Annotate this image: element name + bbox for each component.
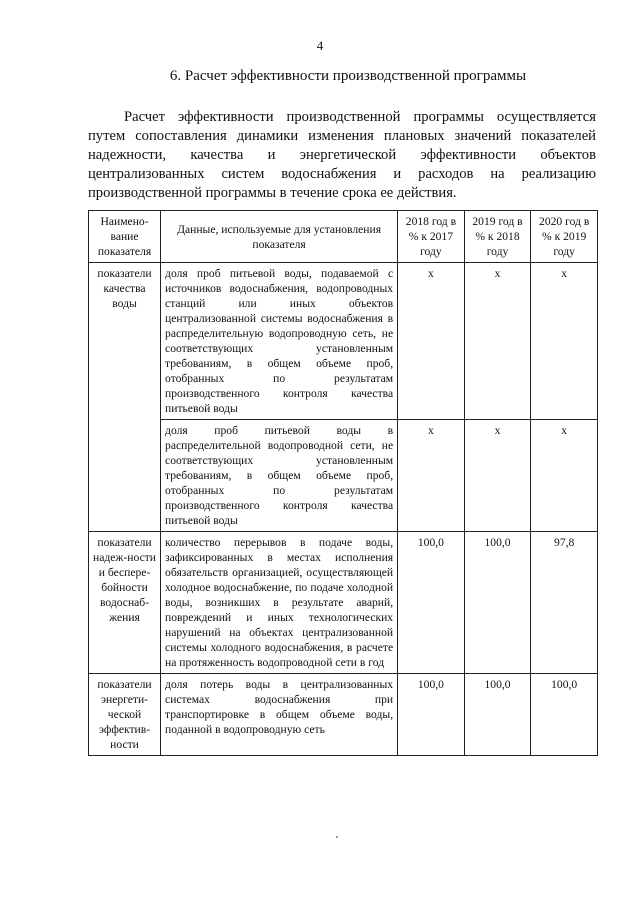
value-2020: 97,8 (531, 532, 598, 674)
value-2020: x (531, 263, 598, 420)
group-name-quality: показатели качества воды (89, 263, 161, 532)
row-description: доля проб питьевой воды, подаваемой с источников водоснабжения, водопроводных станций или иных объектов централизованной системы водоснабжения в распределительную водопроводную сеть, не соответствующих установленным требованиям, в общем объеме проб, отобранных по результатам производственного контроля качества питьевой воды (161, 263, 398, 420)
table-row (89, 263, 598, 420)
value-2019: x (464, 263, 531, 420)
row-description: доля потерь воды в централизованных системах водоснабжения при транспортировке в общем объеме воды, поданной в водопроводную сеть (161, 674, 398, 756)
efficiency-table (88, 210, 598, 756)
value-2019: 100,0 (464, 532, 531, 674)
table-row (89, 674, 598, 756)
header-indicator-data: Данные, используемые для установления показателя (161, 211, 398, 263)
page-number: 4 (316, 38, 324, 53)
value-2020: 100,0 (531, 674, 598, 756)
value-2020: x (531, 420, 598, 532)
value-2018: x (398, 263, 465, 420)
value-2019: x (464, 420, 531, 532)
value-2018: 100,0 (398, 532, 465, 674)
group-name-energy: показатели энергети-ческой эффектив-ности (89, 674, 161, 756)
table-row (89, 532, 598, 674)
scan-speck (336, 836, 338, 838)
header-2019: 2019 год в % к 2018 году (464, 211, 531, 263)
row-description: доля проб питьевой воды в распределительной водопроводной сети, не соответствующих установленным требованиям, в общем объеме проб, отобранных по результатам производственного контроля качества питьевой воды (161, 420, 398, 532)
group-name-reliability: показатели надеж-ности и беспере-бойности водоснаб-жения (89, 532, 161, 674)
table-row (89, 420, 598, 532)
value-2019: 100,0 (464, 674, 531, 756)
value-2018: x (398, 420, 465, 532)
value-2018: 100,0 (398, 674, 465, 756)
header-2020: 2020 год в % к 2019 году (531, 211, 598, 263)
intro-paragraph: Расчет эффективности производственной программы осуществляется путем сопоставления динамики изменения плановых значений показателей надежности, качества и энергетической эффективности объектов централизованных систем водоснабжения и расходов на реализацию производственной программы в течение срока ее действия. (88, 109, 596, 201)
row-description: количество перерывов в подаче воды, зафиксированных в местах исполнения обязательств организацией, осуществляющей холодное водоснабжение, по подаче холодной воды, возникших в результате аварий, повреждений и иных технологических нарушений на объектах централизованной системы холодного водоснабжения, в расчете на протяженность водопроводной сети в год (161, 532, 398, 674)
header-indicator-name: Наимено-вание показателя (89, 211, 161, 263)
header-2018: 2018 год в % к 2017 году (398, 211, 465, 263)
section-title: 6. Расчет эффективности производственной программы (169, 68, 527, 84)
table-header-row (89, 211, 598, 263)
